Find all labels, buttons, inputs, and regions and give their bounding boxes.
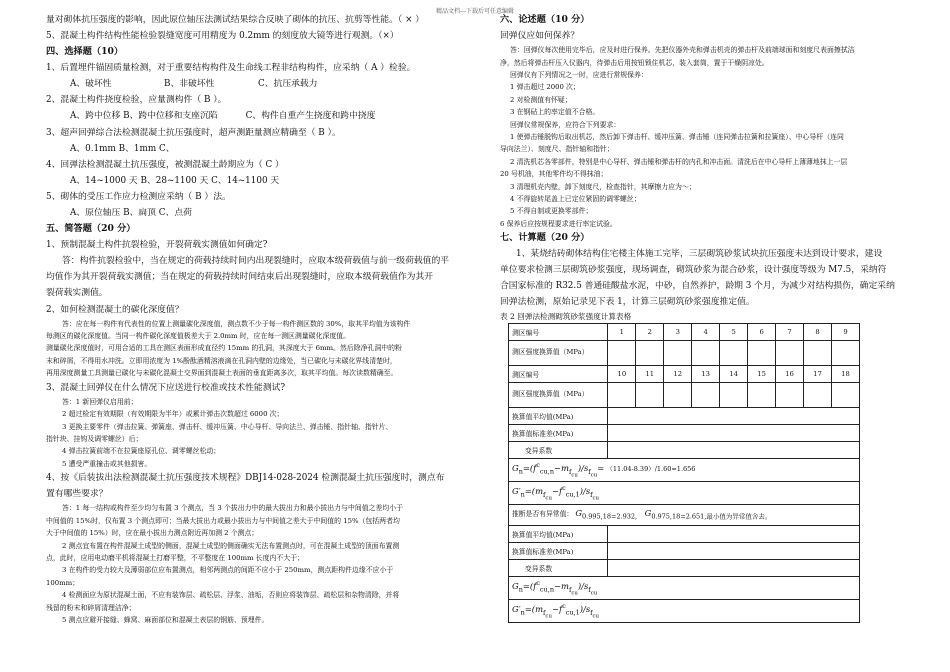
cell-num: 18 — [831, 365, 859, 382]
intro-line: 5、混凝土构件结构性能检验裂缝宽度可用精度为 0.2mm 的刻度放大镜等进行观测。（×） — [46, 31, 399, 42]
table-row — [509, 525, 860, 542]
answer-line: 再用深度测量工具测量已碳化与未碳化混凝土交界面到混凝土表面的垂直距离多次，取其平均值。每次读数精确至。 — [46, 369, 398, 378]
problem-line: 1、某烧结砖砌体结构住宅楼主体施工完毕，三层砌筑砂浆试块抗压强度未达到设计要求，建设 — [516, 249, 883, 260]
cell-label: 测区编号 — [509, 365, 608, 382]
section-title: 七、计算题（20 分） — [500, 232, 590, 244]
problem-line: 单位要求检测三层砌筑砂浆强度，现场调查，砌筑砂浆为混合砂浆，设计强度等级为 M7.5，采纳符 — [500, 265, 887, 276]
cell-num: 9 — [831, 323, 859, 340]
answer-line: 4 弹击拉簧前端不在拉簧座原孔位、调零螺丝松动； — [62, 447, 221, 456]
cell-label: 换算值平均值(MPa) — [509, 525, 608, 542]
answer-line: 回弹仪有下列情况之一时，应进行常规保养： — [510, 70, 648, 79]
judgement-value: 0.975,18=2.651,最小值为异常值舍去。 — [651, 512, 772, 521]
cell-label: 变异系数 — [509, 441, 608, 458]
cell-label: 换算值标准差(MPa) — [509, 424, 608, 441]
section-title: 五、简答题（20 分） — [46, 223, 136, 235]
cell-num: 12 — [664, 365, 692, 382]
answer-line: 回弹仪常规保养，应符合下列要求： — [510, 120, 621, 129]
table-caption: 表 2 回弹法检测砌筑砂浆强度计算表格 — [500, 311, 632, 321]
options: A、14~1000 天 B、28~1100 天 C、14~1100 天 — [70, 175, 280, 186]
judgement-text: 推断是否有异常值： — [512, 510, 574, 519]
answer-line: 1 弹击超过 2000 次； — [510, 83, 580, 92]
cell-label: 测区强度换算值（MPa） — [509, 382, 608, 407]
page-header: 精品文档---下载后可任意编辑 — [435, 8, 515, 15]
options: A、0.1mm B、1mm C、 — [70, 143, 175, 154]
question: 1、预制混凝土构件抗裂检验，开裂荷载实测值如何确定? — [46, 240, 268, 251]
table-row — [509, 441, 860, 458]
answer-line: 3 清理机壳内壁，卸下刻度尺，检查指针，其摩擦力应为～； — [510, 182, 696, 191]
cell-label: 变异系数 — [509, 559, 608, 576]
answer-line: 2 超过检定有效期限（有效期限为半年）或累计弹击次数超过 6000 次； — [62, 410, 284, 419]
cell-label: 换算值平均值(MPa) — [509, 407, 608, 424]
answer-line: 净，然后将弹击杆压入仪器内，待弹击后用按钮锁住机芯，装入套筒，置于干燥阴凉处。 — [500, 58, 769, 67]
answer-line: 3 在钢砧上的率定值不合格。 — [510, 108, 600, 117]
table-row — [509, 458, 860, 481]
answer-line: 5 遭受严重撞击或其他损害。 — [62, 459, 152, 468]
answer-line: 2 对检测值有怀疑； — [510, 95, 572, 104]
formula-1: $G_n=(f^c_{cu,n}-m_{f_{cu}})/s_{f_{cu}}=$ — [512, 461, 605, 478]
section-title: 四、选择题（10） — [46, 46, 124, 58]
answer-line: 5 不得自制或更换零部件； — [510, 207, 593, 216]
options — [46, 76, 470, 92]
answer-line: 6 保养后应按规程要求进行率定试验。 — [500, 219, 617, 228]
formula-cell — [509, 458, 860, 481]
table-row — [509, 323, 860, 340]
answer-line: 答：1 新回弹仪启用前； — [62, 397, 138, 406]
option: B、非破坏性 — [164, 79, 215, 90]
table-row — [509, 481, 860, 504]
answer-line: 100mm； — [46, 578, 80, 587]
question: 回弹仪应如何保养？ — [500, 31, 580, 41]
cell-num: 5 — [720, 323, 748, 340]
table-row — [509, 424, 860, 441]
formula-3: $G_n=(f^c_{cu,n}-m_{f_{cu}})/s_{f_{cu}}$ — [512, 579, 598, 596]
left-column — [46, 12, 470, 626]
question: 3、超声回弹综合法检测混凝土抗压强度时，超声测距量测应精确至（ B ）。 — [46, 127, 341, 138]
answer-line: 裂荷载实测值。 — [46, 288, 108, 299]
option: A、跨中位移 B、跨中位移和支座沉陷 — [70, 111, 218, 122]
answer-line: 中间值的 15%时，仅布置 3 个测点即可；当最大拔出力或最小拔出力与中间值之差大于中间值的 15%（包括两者均 — [46, 516, 400, 525]
options — [46, 108, 470, 124]
question: 3、混凝土回弹仪在什么情况下应送进行校准或技术性能测试? — [46, 382, 286, 393]
judgement-value: 0.995,18=2.932, — [582, 512, 638, 521]
judgement-cell: 推断是否有异常值： G0.995,18=2.932, G0.975,18=2.651,最小值为异常值舍去。 — [509, 504, 860, 525]
cell-num: 7 — [776, 323, 804, 340]
cell-num: 14 — [720, 365, 748, 382]
answer-line: 末和碎屑，不得用水冲洗。立即用浓度为 1%酚酞酒精溶液滴在孔洞内壁的边缘处，当已碳化与未碳化界线清楚时， — [46, 356, 397, 365]
answer-line: 1 使弹击锤脱钩后取出机芯，然后卸下弹击杆、缓冲压簧、弹击锤（连同弹击拉簧和拉簧座）、中心导杆（连同 — [510, 132, 844, 141]
options: A、原位轴压 B、扁顶 C、点荷 — [70, 208, 192, 219]
cell-label: 换算值标准差(MPa) — [509, 542, 608, 559]
table-row — [509, 504, 860, 525]
cell-label: 测区编号 — [509, 323, 608, 340]
cell-num: 13 — [692, 365, 720, 382]
question: 1、后置埋件锚固质量检测，对于重要结构构件及生命线工程非结构构件，应采纳（ A ）检验。 — [46, 63, 416, 74]
table-row — [509, 542, 860, 559]
answer-line: 残留的粉末和碎屑清理洁净； — [46, 603, 136, 612]
cell-num: 3 — [664, 323, 692, 340]
answer-line: 答：构件抗裂检验中，当在规定的荷载持续时间内出现裂缝时，应取本级荷载值与前一级荷载值的平 — [62, 256, 450, 267]
cell-num: 11 — [636, 365, 664, 382]
formula-1-value: （11.04-8.39）/1.60=1.656 — [606, 464, 696, 473]
cell-num: 16 — [776, 365, 804, 382]
answer-line: 2 测点宜布置在构件混凝土成型的侧面，混凝土成型的侧面确实无法布置测点时，可在混凝土成型的顶面布置测 — [62, 541, 400, 550]
answer-line: 均值作为其开裂荷载实测值；当在规定的荷载持续时间结束后出现裂缝时，应取本级荷载值作为其开 — [46, 272, 434, 283]
formula-cell — [509, 576, 860, 599]
cell-num: 8 — [804, 323, 832, 340]
problem-line: 合国家标准的 R32.5 普通硅酸盐水泥，中砂，自然养护，龄期 3 个月，为减少对结构损伤，确定采纳 — [500, 281, 895, 292]
question: 2、如何检测混凝土的碳化深度值？ — [46, 304, 184, 315]
table-row — [509, 407, 860, 424]
answer-line: 4 检测面应为原状混凝土面，不应有装饰层、疏松层、浮浆、油垢，否则应将装饰层、疏松层和杂物清除，并将 — [62, 591, 400, 600]
option: A、破坏性 — [70, 79, 112, 90]
table-row — [509, 382, 860, 407]
formula-4: $G'_n=(m_{f_{cu}}-f^c_{cu,1})/s_{f_{cu}}$ — [512, 602, 600, 619]
answer-line: 5 测点应避开接缝、蜂窝、麻面部位和混凝土表层的钢筋、预埋件。 — [62, 616, 269, 624]
formula-cell — [509, 599, 860, 622]
table-row — [509, 599, 860, 622]
option: C、构件自重产生挠度和跨中挠度 — [245, 111, 376, 122]
right-column — [500, 12, 910, 623]
answer-line: 20 号机油，其他零件均不得抹油； — [500, 170, 608, 179]
question: 5、砌体的受压工作应力检测应采纳（ B ）法。 — [46, 191, 231, 202]
formula-cell — [509, 481, 860, 504]
answer-line: 导向法兰）、刻度尺、指针轴和指针； — [500, 145, 614, 154]
question: 4、回弹法检测混凝土抗压强度，被测混凝土龄期应为（ C ） — [46, 159, 284, 170]
table-row — [509, 559, 860, 576]
answer-line: 大于中间值的 15%）时，应在最小拔出力测点附近再加测 2 个测点； — [46, 529, 259, 538]
answer-line: 3 更换主要零件（弹击拉簧、弹簧座、弹击杆、缓冲压簧、中心导杆、导向法兰、弹击锤、指针轴、指针片、 — [62, 422, 393, 431]
option: C、抗压承载力 — [258, 79, 318, 90]
answer-line: 4 不得旋转尾盖上已定位紧固的调零螺丝； — [510, 194, 641, 203]
answer-line: 指针块、挂钩及调零螺丝）后； — [46, 434, 143, 443]
formula-2: $G'_n=(m_{f_{cu}}-f^c_{cu,1})/s_{f_{cu}}$ — [512, 484, 600, 501]
calc-table — [508, 323, 860, 623]
answer-line: 3 在构件的受力较大及薄弱部位应布置测点，相邻两测点的间距不应小于 250mm，测点距构件边缘不应小于 — [62, 566, 394, 575]
answer-line: 点，此时，应用电动磨平机将混凝土打磨平整，不平整度在 100mm 长度内不大于； — [46, 553, 304, 562]
section-title: 六、论述题（10 分） — [500, 14, 590, 25]
answer-line: 每测区的碳化深度值。当同一构件碳化深度值极差大于 2.0mm 时，应在每一测区测量碳化深度值。 — [46, 332, 351, 340]
cell-num: 4 — [692, 323, 720, 340]
question: 4、按《后装拔出法检测混凝土抗压强度技术规程》DBJ14-028-2024 检测混凝土抗压强度时，测点布 — [46, 473, 445, 484]
cell-num: 10 — [608, 365, 636, 382]
cell-label: 测区强度换算值（MPa） — [509, 340, 608, 365]
answer-line: 答：应在每一构件有代表性的位置上测量碳化深度值，测点数不少于每一构件测区数的 30%，取其平均值为该构件 — [62, 319, 411, 328]
intro-line: 量对砌体抗压强度的影响，因此原位轴压法测试结果综合反映了砌体的抗压、抗剪等性能。（ × ） — [46, 15, 425, 25]
table-row — [509, 365, 860, 382]
answer-line: 2 清洗机芯各零部件，特别是中心导杆、弹击锤和弹击杆的内孔和冲击面。清洗后在中心导杆上薄薄地抹上一层 — [510, 157, 848, 166]
question: 置有哪些要求？ — [46, 489, 108, 500]
question: 2、混凝土构件挠度检验，应量测构件（ B ）。 — [46, 95, 227, 106]
cell-num: 6 — [748, 323, 776, 340]
table-row — [509, 576, 860, 599]
cell-num: 15 — [748, 365, 776, 382]
cell-num: 2 — [636, 323, 664, 340]
problem-line: 回弹法检测，原始记录见下表 1，计算三层砌筑砂浆强度推定值。 — [500, 297, 755, 308]
cell-num: 17 — [804, 365, 832, 382]
answer-line: 测量碳化深度值时，可用合适的工具在测区表面形成直径约 15mm 的孔洞，其深度大于 6mm。然后除净孔洞中的粉 — [46, 344, 402, 353]
answer-line: 答：回弹仪每次使用完毕后，应及时进行保养。先把仪器外壳和弹击机壳的弹击杆及前端球面和刻度尺表面擦拭洁 — [510, 46, 855, 55]
cell-num: 1 — [608, 323, 636, 340]
table-row — [509, 340, 860, 365]
answer-line: 答：1 每一结构或构件至少均匀布置 3 个测点，当 3 个拔出力中的最大拔出力和最小拔出力与中间值之差均小于 — [62, 504, 404, 513]
